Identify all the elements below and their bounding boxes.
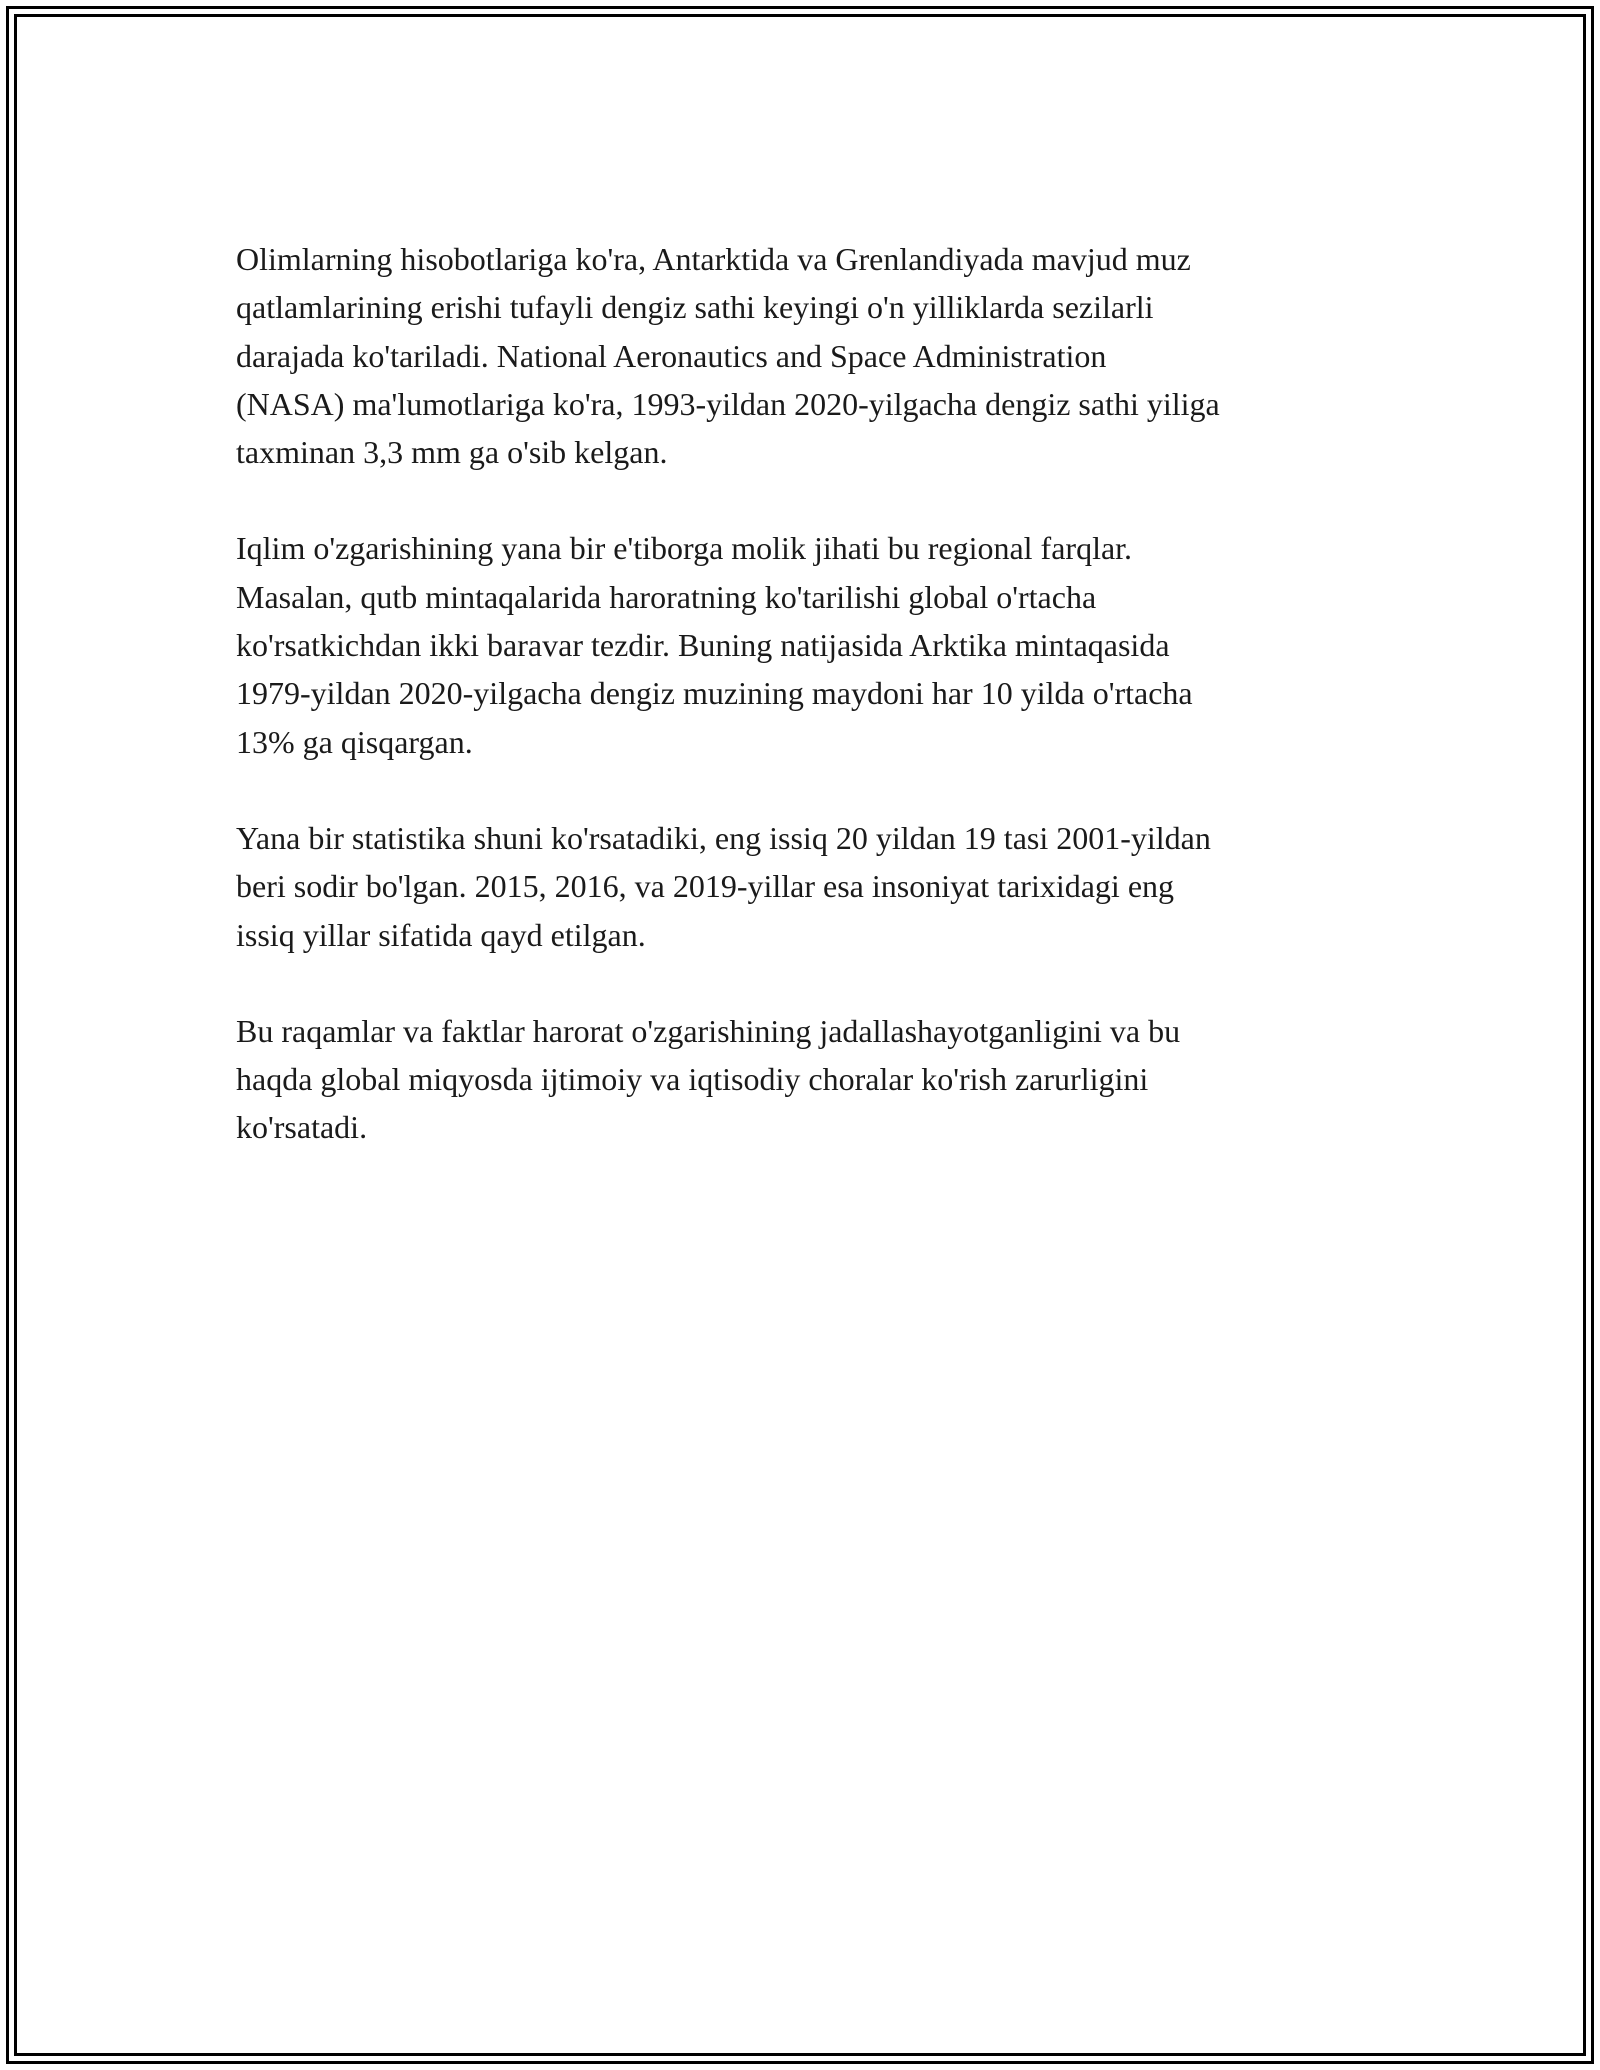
text-line: Yana bir statistika shuni ko'rsatadiki, eng issiq 20 yildan 19 tasi 2001-yildan — [236, 819, 1211, 856]
text-line: ko'rsatkichdan ikki baravar tezdir. Buning natijasida Arktika mintaqasida — [236, 627, 1170, 664]
document-body — [236, 235, 1376, 1200]
paragraph-conclusion — [236, 1007, 1376, 1152]
text-line: beri sodir bo'lgan. 2015, 2016, va 2019-yillar esa insoniyat tarixidagi eng — [236, 868, 1175, 905]
text-line: darajada ko'tariladi. National Aeronautics and Space Administration — [236, 337, 1107, 374]
text-line: haqda global miqyosda ijtimoiy va iqtisodiy choralar ko'rish zarurligini — [236, 1061, 1149, 1098]
text-line: Bu raqamlar va faktlar harorat o'zgarishining jadallashayotganligini va bu — [236, 1012, 1181, 1049]
text-line: 13% ga qisqargan. — [236, 723, 473, 760]
paragraph-regional-differences — [236, 524, 1376, 765]
text-line: issiq yillar sifatida qayd etilgan. — [236, 916, 646, 953]
text-line: ko'rsatadi. — [236, 1109, 368, 1146]
text-line: Iqlim o'zgarishining yana bir e'tiborga molik jihati bu regional farqlar. — [236, 530, 1133, 567]
text-line: taxminan 3,3 mm ga o'sib kelgan. — [236, 434, 668, 471]
paragraph-sea-level — [236, 235, 1376, 476]
text-line: (NASA) ma'lumotlariga ko'ra, 1993-yildan 2020-yilgacha dengiz sathi yiliga — [236, 385, 1220, 422]
text-line: Masalan, qutb mintaqalarida haroratning ko'tarilishi global o'rtacha — [236, 578, 1097, 615]
text-line: qatlamlarining erishi tufayli dengiz sathi keyingi o'n yilliklarda sezilarli — [236, 289, 1154, 326]
paragraph-hottest-years — [236, 814, 1376, 959]
text-line: Olimlarning hisobotlariga ko'ra, Antarktida va Grenlandiyada mavjud muz — [236, 241, 1191, 277]
text-line: 1979-yildan 2020-yilgacha dengiz muzining maydoni har 10 yilda o'rtacha — [236, 675, 1193, 712]
